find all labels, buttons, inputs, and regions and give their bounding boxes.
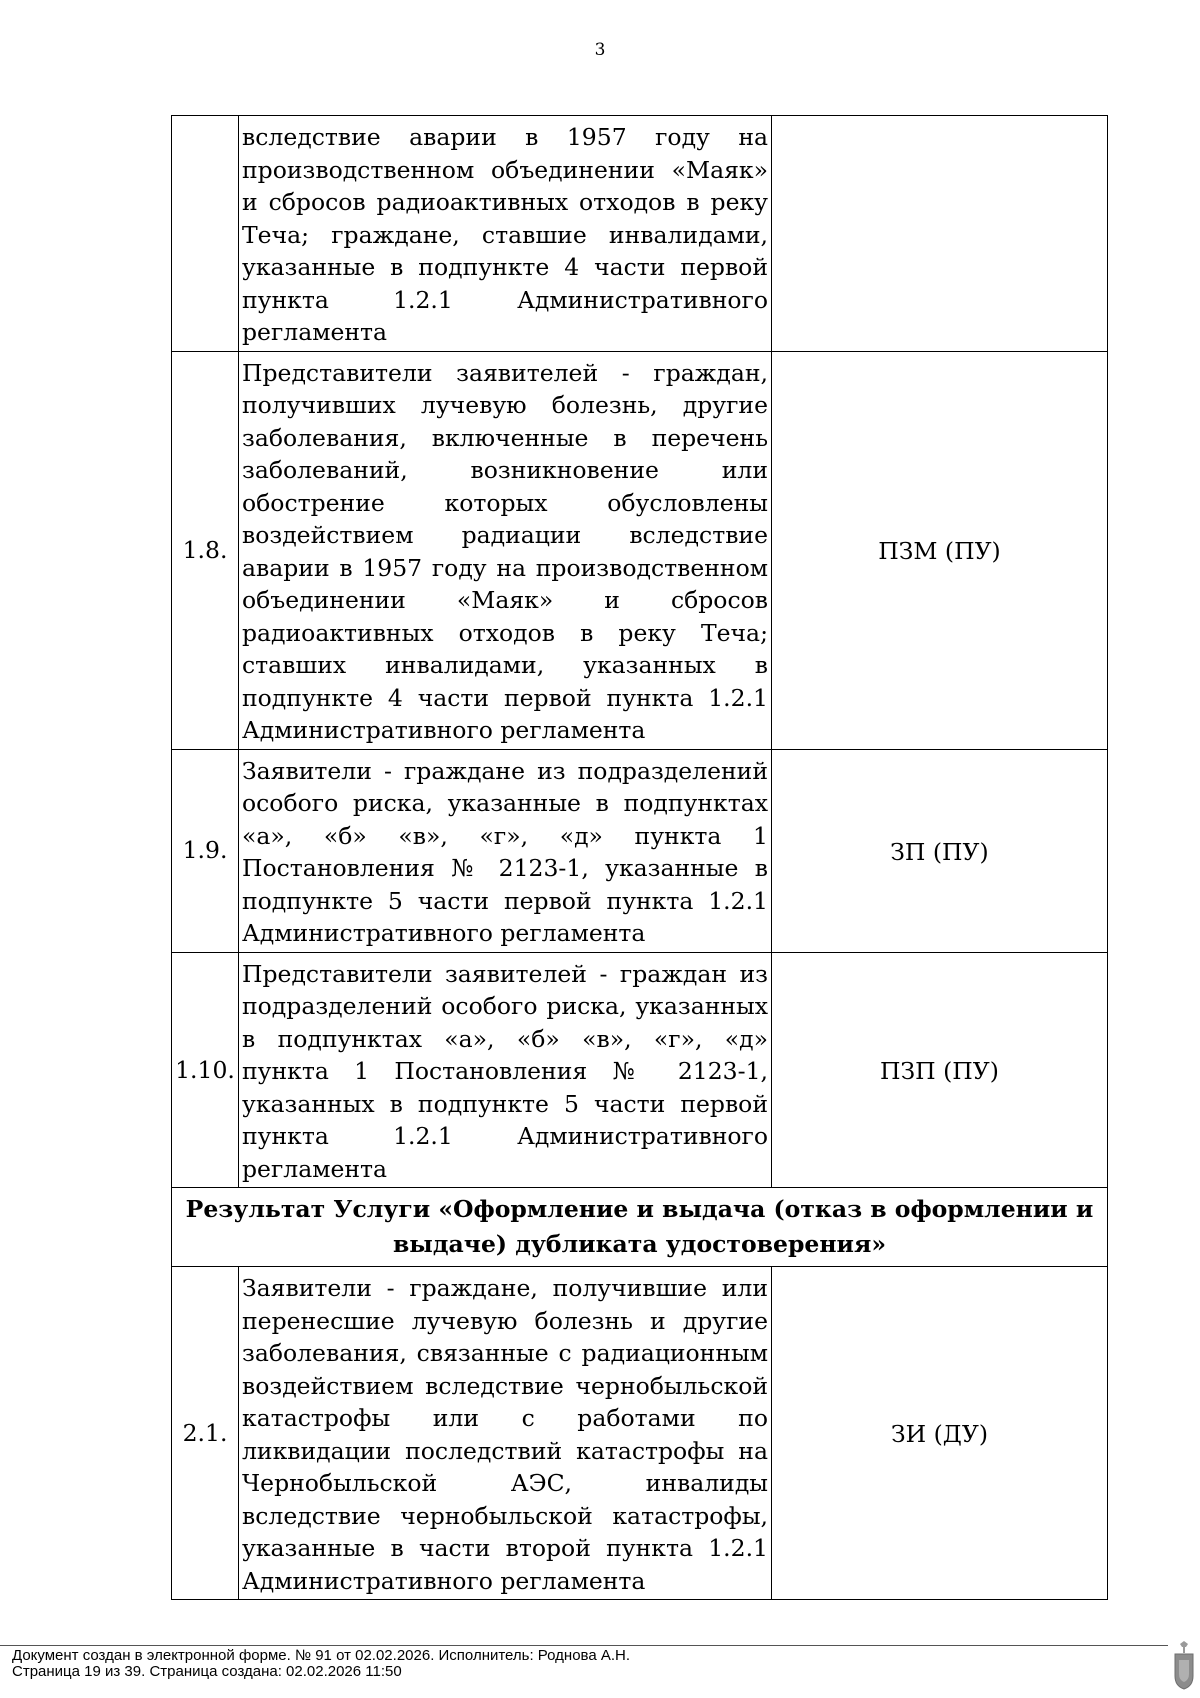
applicant-description: Заявители - граждане из подразделений особого риска, указанные в подпунктах «а», «б» «в», «г», «д» пункта 1 Постановления № 2123-1, указанные в подпункте 5 части первой пункта 1.2.1 Административного регламента (239, 749, 772, 952)
document-footer (12, 1648, 630, 1680)
applicant-code: ЗИ (ДУ) (772, 1267, 1108, 1600)
table-row (172, 116, 1108, 352)
row-number: 2.1. (172, 1267, 239, 1600)
footer-divider (0, 1645, 1168, 1646)
page-number: 3 (594, 40, 606, 60)
footer-document-info: Документ создан в электронной форме. № 91 от 02.02.2026. Исполнитель: Роднова А.Н. (12, 1647, 631, 1664)
row-number (172, 116, 239, 352)
section-heading: Результат Услуги «Оформление и выдача (отказ в оформлении и выдаче) дубликата удостоверения» (172, 1188, 1108, 1267)
coat-of-arms-icon (1172, 1640, 1196, 1690)
row-number: 1.9. (172, 749, 239, 952)
applicant-description: Заявители - граждане, получившие или перенесшие лучевую болезнь и другие заболевания, связанные с радиационным воздействием вследствие чернобыльской катастрофы или с работами по ликвидации последствий катастрофы на Чернобыльской АЭС, инвалиды вследствие чернобыльской катастрофы, указанные в части второй пункта 1.2.1 Административного регламента (239, 1267, 772, 1600)
applicant-description: Представители заявителей - граждан из подразделений особого риска, указанных в подпунктах «а», «б» «в», «г», «д» пункта 1 Постановления № 2123-1, указанных в подпункте 5 части первой пункта 1.2.1 Административного регламента (239, 952, 772, 1188)
applicants-table (171, 115, 1108, 1600)
row-number: 1.10. (172, 952, 239, 1188)
applicant-code (772, 116, 1108, 352)
table-row (172, 749, 1108, 952)
applicant-code: ПЗМ (ПУ) (772, 351, 1108, 749)
applicant-description: Представители заявителей - граждан, получивших лучевую болезнь, другие заболевания, включенные в перечень заболеваний, возникновение или обострение которых обусловлены воздействием радиации вследствие аварии в 1957 году на производственном объединении «Маяк» и сбросов радиоактивных отходов в реку Теча; ставших инвалидами, указанных в подпункте 4 части первой пункта 1.2.1 Административного регламента (239, 351, 772, 749)
applicant-description: вследствие аварии в 1957 году на производственном объединении «Маяк» и сбросов радиоактивных отходов в реку Теча; граждане, ставшие инвалидами, указанные в подпункте 4 части первой пункта 1.2.1 Административного регламента (239, 116, 772, 352)
row-number: 1.8. (172, 351, 239, 749)
applicant-code: ПЗП (ПУ) (772, 952, 1108, 1188)
footer-page-info: Страница 19 из 39. Страница создана: 02.02.2026 11:50 (12, 1663, 402, 1680)
section-row (172, 1188, 1108, 1267)
applicant-code: ЗП (ПУ) (772, 749, 1108, 952)
table-row (172, 351, 1108, 749)
table-row (172, 1267, 1108, 1600)
table-row (172, 952, 1108, 1188)
